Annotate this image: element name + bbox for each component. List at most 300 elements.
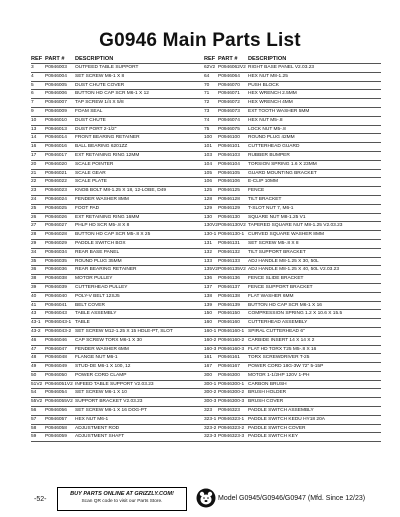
table-row — [31, 222, 208, 231]
description-cell: HEX NUT M6-1 — [75, 416, 109, 422]
table-row — [31, 398, 208, 407]
table-row — [204, 372, 381, 381]
ref-cell: 43-2 — [31, 328, 41, 334]
table-row — [204, 205, 381, 214]
part-number-cell: P0946131 — [218, 240, 240, 246]
part-number-cell: P0946167 — [218, 364, 240, 370]
grizzly-bear-icon — [196, 488, 216, 508]
header-part: PART # — [218, 56, 238, 62]
part-number-cell: P0946073 — [218, 108, 240, 114]
part-number-cell: P0946040 — [45, 293, 67, 299]
table-row — [31, 117, 208, 126]
description-cell: HEX WRENCH 2.5MM — [248, 91, 297, 97]
description-cell: LOCK NUT M5-.8 — [248, 126, 286, 132]
table-row — [31, 433, 208, 442]
model-info: Model G0945/G0946/G0947 (Mfd. Since 12/23) — [218, 495, 366, 502]
description-cell: KNOB BOLT M8-1.25 X 18, 12-LOBE, D49 — [75, 188, 167, 194]
description-cell: SET SCREW M6-1 X 10 — [75, 390, 127, 396]
part-number-cell: P0946300-2 — [218, 390, 245, 396]
description-cell: FLANGE NUT M6-1 — [75, 355, 118, 361]
description-cell: TILT SUPPORT BRACKET — [248, 249, 306, 255]
part-number-cell: P0946130V2 — [218, 223, 246, 229]
ref-cell: 21 — [31, 170, 37, 176]
ref-cell: 40 — [31, 293, 37, 299]
ref-cell: 59 — [31, 434, 37, 440]
description-cell: MOTOR 1-1/2HP 120V 1-PH — [248, 372, 310, 378]
ref-cell: 43 — [31, 311, 37, 317]
description-cell: SPIRAL CUTTERHEAD 6" — [248, 328, 305, 334]
description-cell: PADDLE SWITCH BOX — [75, 240, 126, 246]
ref-cell: 300 — [204, 372, 213, 378]
part-number-cell: P0946036 — [45, 267, 67, 273]
part-number-cell: P0946022 — [45, 179, 67, 185]
description-cell: PUSH BLOCK — [248, 82, 279, 88]
table-row — [31, 407, 208, 416]
ref-cell: 128 — [204, 196, 213, 202]
description-cell: SCALE GEAR — [75, 170, 106, 176]
description-cell: FRONT BEARING RETAINER — [75, 135, 140, 141]
part-number-cell: P0946130 — [218, 214, 240, 220]
ref-cell: 132 — [204, 249, 213, 255]
table-row — [204, 266, 381, 275]
table-row — [204, 170, 381, 179]
ref-cell: 62V2 — [204, 65, 216, 70]
description-cell: POWER CORD CLAMP — [75, 372, 127, 378]
ref-cell: 9 — [31, 108, 34, 114]
part-number-cell: P0946055V2 — [45, 399, 73, 405]
ref-cell: 138 — [204, 293, 213, 299]
ref-cell: 46 — [31, 337, 37, 343]
part-number-cell: P0946029 — [45, 240, 67, 246]
description-cell: TILT BRACKET — [248, 196, 282, 202]
description-cell: SCALE POINTER — [75, 161, 114, 167]
part-number-cell: P0946106 — [218, 179, 240, 185]
description-cell: FLAT WASHER 6MM — [248, 293, 294, 299]
ref-cell: 38 — [31, 276, 37, 282]
description-cell: REAR BASE PANEL — [75, 249, 120, 255]
ref-cell: 300-2 — [204, 390, 217, 396]
description-cell: SET SCREW M12-1.25 X 15 HDLE-PT, SLOT — [75, 328, 173, 334]
description-cell: HEX NUT M5-.8 — [248, 117, 283, 123]
ref-cell: 106 — [204, 179, 213, 185]
part-number-cell: P0946323-1 — [218, 416, 245, 422]
part-number-cell: P0946101 — [218, 144, 240, 150]
parts-promo-box — [57, 487, 187, 511]
description-cell: CARBON BRUSH — [248, 381, 287, 387]
part-number-cell: P0946136 — [218, 276, 240, 282]
part-number-cell: P0946150 — [218, 311, 240, 317]
table-row — [204, 108, 381, 117]
part-number-cell: P0946021 — [45, 170, 67, 176]
part-number-cell: P0946046 — [45, 337, 67, 343]
part-number-cell: P0946133 — [218, 258, 240, 264]
page-number: -52- — [34, 496, 47, 503]
table-row — [31, 302, 208, 311]
description-cell: FENCE — [248, 188, 265, 194]
table-row — [204, 302, 381, 311]
part-number-cell: P0946300 — [218, 372, 240, 378]
part-number-cell: P0946323-2 — [218, 425, 245, 431]
ref-cell: 139 — [204, 302, 213, 308]
part-number-cell: P0946006 — [45, 91, 67, 97]
ref-cell: 100 — [204, 135, 213, 141]
part-number-cell: P0946043 — [45, 311, 67, 317]
description-cell: POLY-V BELT 12SJ5 — [75, 293, 120, 299]
description-cell: TAPERED SQUARE NUT M8-1.25 V2.03.23 — [248, 223, 343, 229]
table-row — [204, 284, 381, 293]
description-cell: EXT RETAINING RING 16MM — [75, 214, 140, 220]
description-cell: EXT RETAINING RING 12MM — [75, 152, 140, 158]
ref-cell: 160-1 — [204, 328, 217, 334]
table-row — [31, 152, 208, 161]
ref-cell: 51V2 — [31, 381, 43, 387]
table-row — [31, 337, 208, 346]
part-number-cell: P0946323 — [218, 408, 240, 414]
description-cell: FENCE SUPPORT BRACKET — [248, 284, 313, 290]
table-row — [204, 63, 381, 73]
ref-cell: 54 — [31, 390, 37, 396]
description-cell: TORX SCREWDRIVER T-25 — [248, 355, 310, 361]
ref-cell: 58 — [31, 425, 37, 431]
table-row — [204, 275, 381, 284]
description-cell: FOAM SEAL — [75, 108, 103, 114]
ref-cell: 75 — [204, 126, 210, 132]
table-row — [31, 328, 208, 337]
table-row — [204, 293, 381, 302]
part-number-cell: P0946024 — [45, 196, 67, 202]
ref-cell: 14 — [31, 135, 37, 141]
description-cell: FENDER WASHER 8MM — [75, 196, 129, 202]
ref-cell: 129 — [204, 205, 213, 211]
ref-cell: 137 — [204, 284, 213, 290]
table-row — [31, 372, 208, 381]
ref-cell: 27 — [31, 223, 37, 229]
ref-cell: 10 — [31, 117, 37, 123]
description-cell: CUTTERHEAD ASSEMBLY — [248, 320, 308, 326]
ref-cell: 50 — [31, 372, 37, 378]
ref-cell: 39 — [31, 284, 37, 290]
part-number-cell: P0946103 — [218, 152, 240, 158]
description-cell: SET SCREW M6-1 X 16 DOG-PT — [75, 408, 147, 414]
description-cell: SCALE PLATE — [75, 179, 107, 185]
table-row — [31, 389, 208, 398]
table-row — [31, 90, 208, 99]
part-number-cell: P0946070 — [218, 82, 240, 88]
part-number-cell: P0946139 — [218, 302, 240, 308]
part-number-cell: P0946100 — [218, 135, 240, 141]
table-row — [31, 354, 208, 363]
table-row — [204, 258, 381, 267]
part-number-cell: P0946043-1 — [45, 320, 72, 326]
description-cell: FENDER WASHER 6MM — [75, 346, 129, 352]
ref-cell: 36 — [31, 267, 37, 273]
description-cell: PADDLE SWITCH ASSEMBLY — [248, 408, 314, 414]
ref-cell: 4 — [31, 73, 34, 79]
table-row — [31, 381, 208, 390]
part-number-cell: P0946056 — [45, 408, 67, 414]
table-row — [204, 214, 381, 223]
table-row — [204, 416, 381, 425]
part-number-cell: P0946137 — [218, 284, 240, 290]
ref-cell: 130 — [204, 214, 213, 220]
description-cell: ADJUSTMENT SHAFT — [75, 434, 125, 440]
ref-cell: 41 — [31, 302, 37, 308]
table-row — [31, 108, 208, 117]
part-number-cell: P0946041 — [45, 302, 67, 308]
ref-cell: 6 — [31, 91, 34, 97]
description-cell: REAR BEARING RETAINER — [75, 267, 137, 273]
part-number-cell: P0946020 — [45, 161, 67, 167]
ref-cell: 3 — [31, 65, 34, 70]
ref-cell: 22 — [31, 179, 37, 185]
page-title: G0946 Main Parts List — [99, 30, 301, 51]
ref-cell: 49 — [31, 364, 37, 370]
part-number-cell: P0946129 — [218, 205, 240, 211]
description-cell: RUBBER BUMPER — [248, 152, 290, 158]
part-number-cell: P0946034 — [45, 249, 67, 255]
part-number-cell: P0946130-1 — [218, 232, 245, 238]
part-number-cell: P0946160 — [218, 320, 240, 326]
description-cell: CAP SCREW TORX M6-1 X 30 — [75, 337, 142, 343]
table-row — [31, 178, 208, 187]
part-number-cell: P0946010 — [45, 117, 67, 123]
description-cell: BUTTON HD CAP SCR M6-1 X 16 — [248, 302, 322, 308]
part-number-cell: P0946059 — [45, 434, 67, 440]
ref-cell: 71 — [204, 91, 210, 97]
ref-cell: 29 — [31, 240, 37, 246]
table-row — [204, 143, 381, 152]
description-cell: ADJ HANDLE M8-1.25 X 40, 50L V2.03.23 — [248, 267, 340, 273]
description-cell: ADJUSTMENT ROD — [75, 425, 120, 431]
table-row — [204, 328, 381, 337]
description-cell: PADDLE SWITCH COVER — [248, 425, 306, 431]
table-row — [204, 354, 381, 363]
table-row — [204, 126, 381, 135]
part-number-cell: P0946300-1 — [218, 381, 245, 387]
ref-cell: 160-3 — [204, 346, 217, 352]
table-row — [204, 90, 381, 99]
promo-subtext: Scan QR code to visit our Parts Store. — [81, 499, 163, 504]
table-row — [204, 319, 381, 328]
ref-cell: 130V2 — [204, 223, 218, 229]
parts-table-right — [204, 55, 381, 442]
description-cell: TORSION SPRING 1.6 X 23MM — [248, 161, 317, 167]
part-number-cell: P0946072 — [218, 100, 240, 106]
ref-cell: 323-3 — [204, 434, 217, 440]
description-cell: ROUND PLUG 35MM — [75, 258, 122, 264]
part-number-cell: P0946009 — [45, 108, 67, 114]
ref-cell: 26 — [31, 214, 37, 220]
ref-cell: 133 — [204, 258, 213, 264]
description-cell: PADDLE SWITCH KEY — [248, 434, 299, 440]
ref-cell: 105 — [204, 170, 213, 176]
description-cell: CARBIDE INSERT 14 X 14 X 2 — [248, 337, 315, 343]
table-row — [204, 73, 381, 82]
parts-table-left — [31, 55, 208, 442]
part-number-cell: P0946005 — [45, 82, 67, 88]
table-row — [204, 389, 381, 398]
ref-cell: 130-1 — [204, 232, 217, 238]
table-row — [204, 82, 381, 91]
table-row — [31, 143, 208, 152]
ref-cell: 23 — [31, 188, 37, 194]
header-part: PART # — [45, 56, 65, 62]
description-cell: ROUND PLUG 42MM — [248, 135, 295, 141]
ref-cell: 136 — [204, 276, 213, 282]
part-number-cell: P0946128 — [218, 196, 240, 202]
table-row — [31, 319, 208, 328]
description-cell: BALL BEARING 6201ZZ — [75, 144, 128, 150]
part-number-cell: P0946004 — [45, 73, 67, 79]
description-cell: FLAT HD TORX T25 M5-.8 X 16 — [248, 346, 317, 352]
description-cell: FOOT PAD — [75, 205, 100, 211]
ref-cell: 16 — [31, 144, 37, 150]
description-cell: DUST CHUTE — [75, 117, 106, 123]
table-row — [31, 170, 208, 179]
ref-cell: 55V2 — [31, 399, 43, 405]
description-cell: PHLP HD SCR M5-.8 X 8 — [75, 223, 130, 229]
description-cell: SUPPORT BRACKET V2.03.23 — [75, 399, 143, 405]
table-row — [204, 231, 381, 240]
description-cell: E-CLIP 10MM — [248, 179, 279, 185]
description-cell: GUARD MOUNTING BRACKET — [248, 170, 317, 176]
part-number-cell: P0946048 — [45, 355, 67, 361]
table-row — [204, 249, 381, 258]
table-row — [31, 126, 208, 135]
ref-cell: 34 — [31, 249, 37, 255]
table-row — [31, 310, 208, 319]
ref-cell: 160-2 — [204, 337, 217, 343]
table-header — [204, 55, 381, 63]
table-row — [31, 161, 208, 170]
part-number-cell: P0946058 — [45, 425, 67, 431]
part-number-cell: P0946138 — [218, 293, 240, 299]
table-row — [31, 425, 208, 434]
ref-cell: 47 — [31, 346, 37, 352]
table-row — [204, 337, 381, 346]
description-cell: COMPRESSION SPRING 1.2 X 10.6 X 15.5 — [248, 311, 343, 317]
part-number-cell: P0946160-1 — [218, 328, 245, 334]
ref-cell: 35 — [31, 258, 37, 264]
description-cell: OUTFEED TABLE SUPPORT — [75, 65, 139, 70]
description-cell: HEX WRENCH 4MM — [248, 100, 293, 106]
description-cell: TAP SCREW 1/4 X 5/8 — [75, 100, 124, 106]
ref-cell: 161 — [204, 355, 213, 361]
part-number-cell: P0946016 — [45, 144, 67, 150]
part-number-cell: P0946014 — [45, 135, 67, 141]
table-header — [31, 55, 208, 63]
part-number-cell: P0946051V2 — [45, 381, 73, 387]
part-number-cell: P0946007 — [45, 100, 67, 106]
part-number-cell: P0946013 — [45, 126, 67, 132]
table-row — [204, 433, 381, 442]
ref-cell: 13 — [31, 126, 37, 132]
table-row — [31, 82, 208, 91]
ref-cell: 103 — [204, 152, 213, 158]
table-row — [31, 73, 208, 82]
part-number-cell: P0946047 — [45, 346, 67, 352]
description-cell: HEX NUT M8-1.25 — [248, 73, 288, 79]
table-row — [31, 205, 208, 214]
table-row — [31, 231, 208, 240]
description-cell: T-SLOT NUT 7, M6-1 — [248, 205, 294, 211]
promo-headline: BUY PARTS ONLINE AT GRIZZLY.COM! — [70, 491, 174, 497]
table-row — [204, 222, 381, 231]
part-number-cell: P0946050 — [45, 372, 67, 378]
ref-cell: 17 — [31, 152, 37, 158]
part-number-cell: P0946054 — [45, 390, 67, 396]
part-number-cell: P0946049 — [45, 364, 67, 370]
description-cell: EXT TOOTH WASHER 5MM — [248, 108, 310, 114]
header-ref: REF — [204, 56, 216, 62]
part-number-cell: P0946017 — [45, 152, 67, 158]
description-cell: POWER CORD 18G-3W 72" 5-15P — [248, 364, 324, 370]
ref-cell: 64 — [204, 73, 210, 79]
table-row — [204, 398, 381, 407]
table-row — [204, 99, 381, 108]
header-description: DESCRIPTION — [248, 56, 287, 62]
description-cell: SQUARE NUT M8-1.25 V1 — [248, 214, 306, 220]
part-number-cell: P0946043-2 — [45, 328, 72, 334]
part-number-cell: P0946028 — [45, 232, 67, 238]
part-number-cell: P0946071 — [218, 91, 240, 97]
ref-cell: 73 — [204, 108, 210, 114]
table-row — [31, 293, 208, 302]
table-row — [31, 134, 208, 143]
part-number-cell: P0946125 — [218, 188, 240, 194]
table-row — [204, 196, 381, 205]
description-cell: BRUSH COVER — [248, 399, 284, 405]
ref-cell: 57 — [31, 416, 37, 422]
part-number-cell: P0946135V2 — [218, 267, 246, 273]
ref-cell: 323 — [204, 408, 213, 414]
table-row — [31, 196, 208, 205]
part-number-cell: P0946132 — [218, 249, 240, 255]
ref-cell: 101 — [204, 144, 213, 150]
part-number-cell: P0946105 — [218, 170, 240, 176]
table-row — [204, 363, 381, 372]
table-row — [204, 381, 381, 390]
table-row — [31, 249, 208, 258]
description-cell: PADDLE SWITCH KEDU HY18 20A — [248, 416, 325, 422]
ref-cell: 300-3 — [204, 399, 217, 405]
description-cell: CUTTERHEAD GUARD — [248, 144, 300, 150]
ref-cell: 24 — [31, 196, 37, 202]
part-number-cell: P0946062V2 — [218, 65, 246, 70]
description-cell: BELT COVER — [75, 302, 105, 308]
ref-cell: 28 — [31, 232, 37, 238]
part-number-cell: P0946025 — [45, 205, 67, 211]
ref-cell: 323-1 — [204, 416, 217, 422]
ref-cell: 70 — [204, 82, 210, 88]
part-number-cell: P0946039 — [45, 284, 67, 290]
description-cell: BUTTON HD CAP SCR M6-1 X 12 — [75, 91, 149, 97]
description-cell: BUTTON HD CAP SCR M5-.8 X 25 — [75, 232, 151, 238]
ref-cell: 104 — [204, 161, 213, 167]
part-number-cell: P0946161 — [218, 355, 240, 361]
table-row — [204, 310, 381, 319]
ref-cell: 5 — [31, 82, 34, 88]
description-cell: TABLE — [75, 320, 90, 326]
description-cell: DUST CHUTE COVER — [75, 82, 125, 88]
part-number-cell: P0946064 — [218, 73, 240, 79]
description-cell: SET SCREW M6-1 X 8 — [75, 73, 125, 79]
part-number-cell: P0946160-3 — [218, 346, 245, 352]
table-row — [204, 161, 381, 170]
header-description: DESCRIPTION — [75, 56, 114, 62]
table-row — [204, 178, 381, 187]
description-cell: CUTTERHEAD PULLEY — [75, 284, 128, 290]
